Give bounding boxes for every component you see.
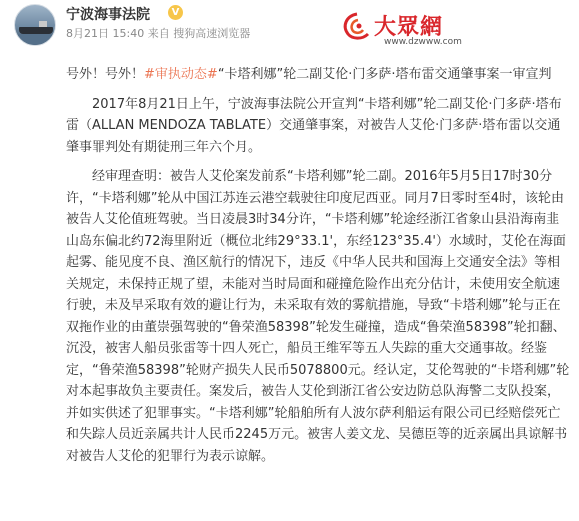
logo-url-text: www.dzwww.com [384, 37, 462, 47]
hashtag-link[interactable]: #审执动态# [144, 67, 218, 82]
avatar-sea [15, 34, 55, 46]
verified-badge-icon: V [168, 5, 183, 20]
post-paragraph-2: 经审理查明：被告人艾伦案发前系“卡塔利娜”轮二副。2016年5月5日17时30分许，“卡塔利娜”轮从中国江苏连云港空载驶往印度尼西亚。同月7日零时至4时，该轮由被告人艾伦值班驾驶。当日凌晨3时34分许，“卡塔利娜”轮途经浙江省象山县沿海南韭山岛东偏北约72海里附近（概位北纬29°33.1'，东经123°35.4'）水域时，艾伦在海面起雾、能见度不良、渔区航行的情况下，违反《中华人民共和国海上交通安全法》等相关规定，未保持正规了望，未能对当时局面和碰撞危险作出充分估计，未使用安全航速行驶，未及早采取有效的避让行为，未采取有效的雾航措施，导致“卡塔利娜”轮与正在双拖作业的由董崇强驾驶的“鲁荣渔58398”轮发生碰撞，造成“鲁荣渔58398”轮扣翻、沉没，被害人船员张雷等十四人死亡，船员王维军等五人失踪的重大交通事故。经鉴定，“鲁荣渔58398”轮财产损失人民币5078800元。经认定，艾伦驾驶的“卡塔利娜”轮对本起事故负主要责任。案发后，被告人艾伦到浙江省公安边防总队海警二支队投案，并如实供述了犯罪事实。“卡塔利娜”轮船舶所有人波尔萨利船运有限公司已经赔偿死亡和失踪人员近亲属共计人民币2245万元。被害人姜文龙、吴德臣等的近亲属出具谅解书对被告人艾伦的犯罪行为表示谅解。 [66, 169, 570, 464]
spacer [66, 86, 571, 94]
avatar[interactable] [14, 4, 56, 46]
headline-rest: “卡塔利娜”轮二副艾伦·门多萨·塔布雷交通肇事案一审宣判 [217, 67, 552, 82]
post-header [0, 0, 579, 62]
spacer [66, 158, 571, 166]
headline-prefix: 号外！号外！ [66, 67, 145, 82]
post-time[interactable]: 8月21日 15:40 [66, 27, 145, 40]
post-source[interactable]: 来自 搜狗高速浏览器 [147, 27, 251, 40]
post-content [66, 64, 571, 467]
post-headline [66, 64, 571, 86]
post-paragraph-1: 2017年8月21日上午，宁波海事法院公开宣判“卡塔利娜”轮二副艾伦·门多萨·塔布雷（ALLAN MENDOZA TABLATE）交通肇事案，对被告人艾伦·门多萨·塔布雷以交通肇事罪判处有期徒刑三年六个月。 [66, 96, 562, 155]
avatar-ship-image [19, 27, 53, 34]
account-name[interactable]: 宁波海事法院 [66, 7, 150, 23]
post-meta [66, 25, 250, 41]
watermark-logo [340, 10, 470, 50]
logo-brand-text: 大眾網 [374, 14, 444, 40]
logo-swirl-icon [340, 12, 374, 42]
